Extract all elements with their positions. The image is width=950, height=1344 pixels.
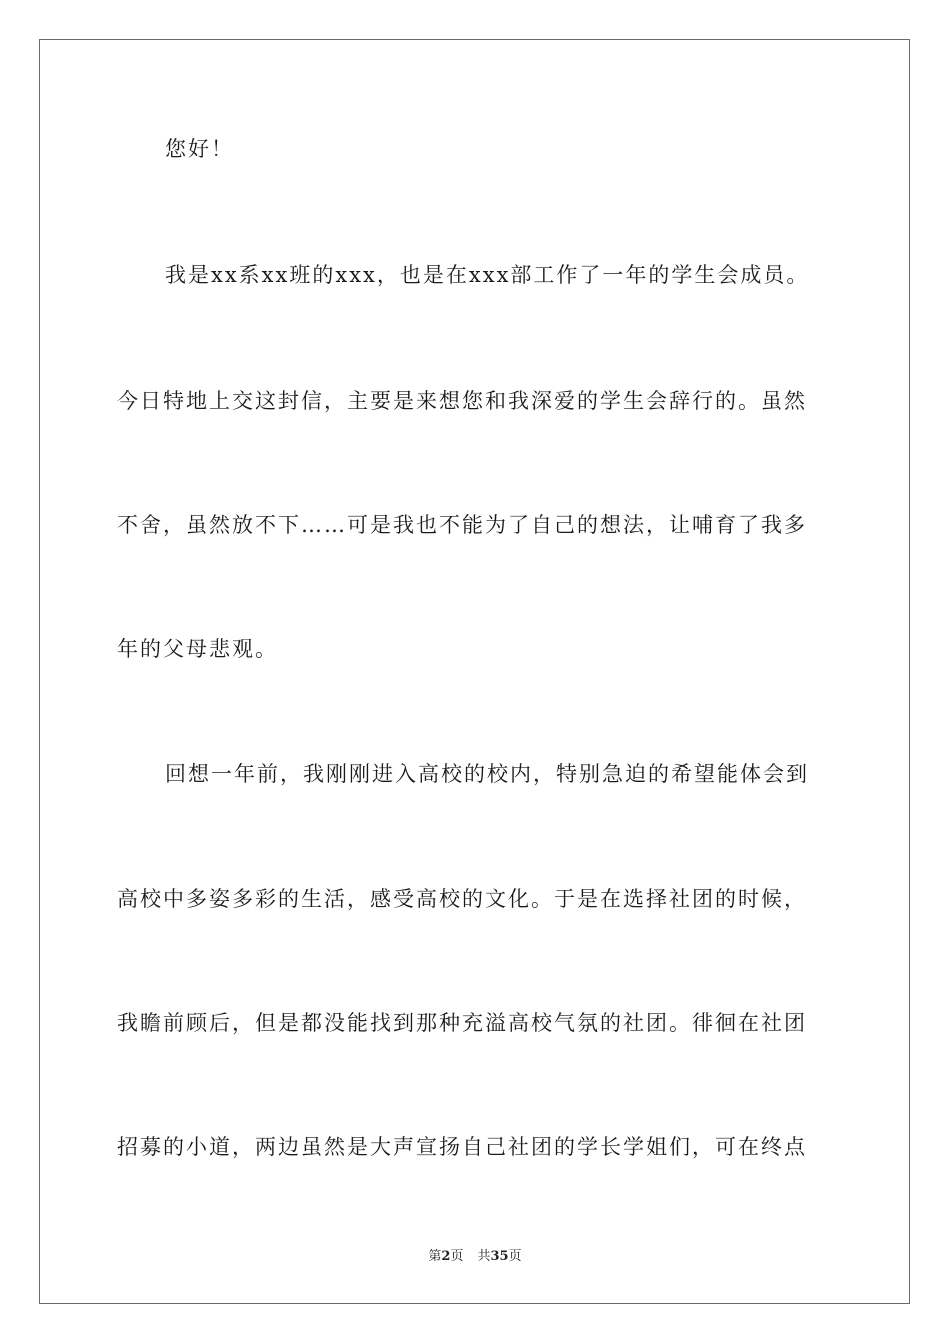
greeting: 您好！ <box>165 137 234 161</box>
page-footer <box>0 1248 950 1266</box>
text-line-8: 招募的小道，两边虽然是大声宣扬自己社团的学长学姐们，可在终点 <box>117 1135 807 1159</box>
text-line-3: 不舍，虽然放不下……可是我也不能为了自己的想法，让哺育了我多 <box>117 513 807 537</box>
page-frame <box>39 39 910 1304</box>
text-line-7: 我瞻前顾后，但是都没能找到那种充溢高校气氛的社团。徘徊在社团 <box>117 1011 807 1035</box>
text-line-4: 年的父母悲观。 <box>117 637 278 661</box>
page-suffix: 页 <box>450 1249 464 1264</box>
text-line-5: 回想一年前，我刚刚进入高校的校内，特别急迫的希望能体会到 <box>165 762 809 786</box>
total-suffix: 页 <box>508 1249 522 1264</box>
total-pages: 35 <box>490 1249 509 1264</box>
page-number: 2 <box>441 1249 451 1264</box>
page-prefix: 第 <box>428 1249 442 1264</box>
text-line-1: 我是xx系xx班的xxx，也是在xxx部工作了一年的学生会成员。 <box>165 263 810 287</box>
text-line-6: 高校中多姿多彩的生活，感受高校的文化。于是在选择社团的时候， <box>117 887 807 911</box>
total-prefix: 共 <box>477 1249 491 1264</box>
text-line-2: 今日特地上交这封信，主要是来想您和我深爱的学生会辞行的。虽然 <box>117 389 807 413</box>
